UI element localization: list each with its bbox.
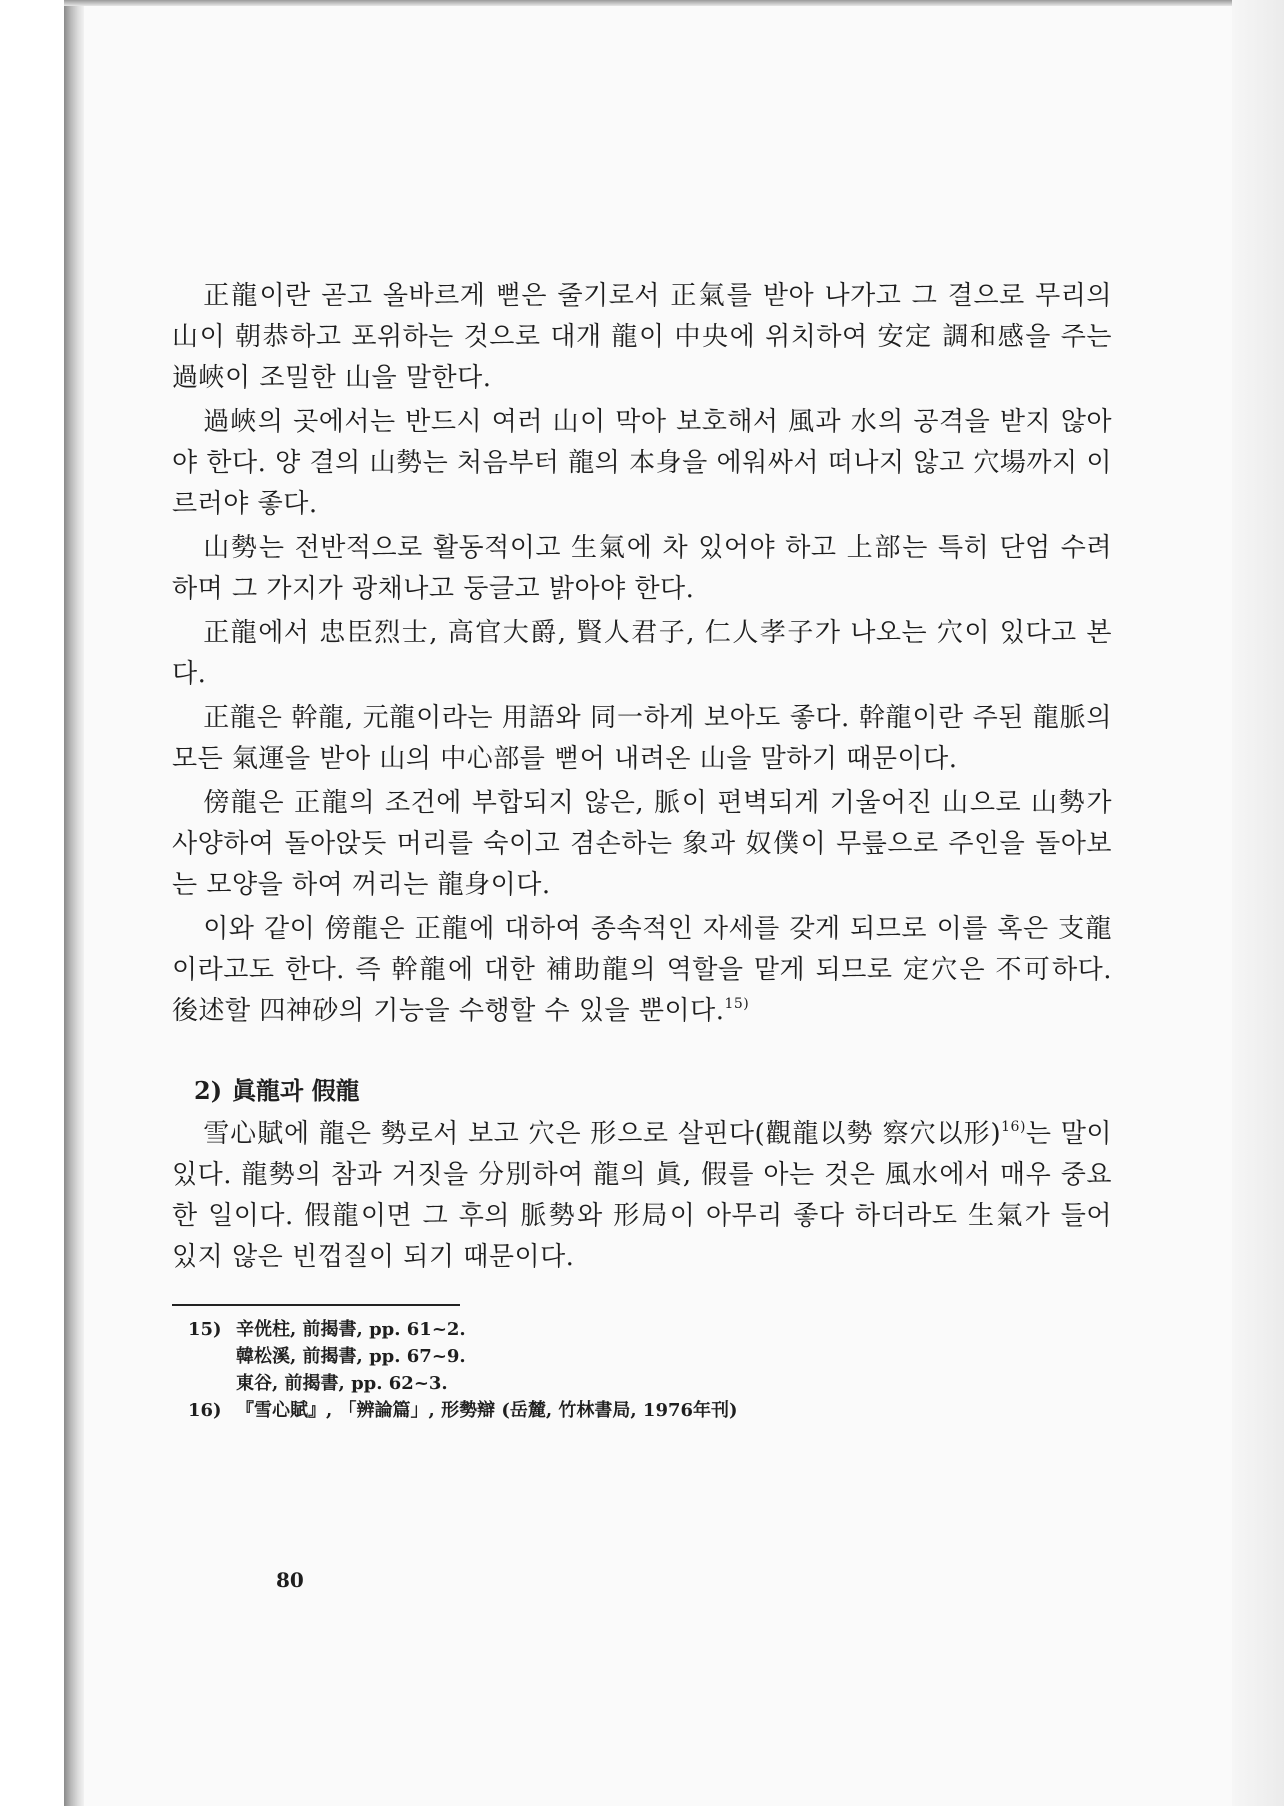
body-paragraph-8 bbox=[172, 1114, 1112, 1278]
body-paragraph-3: 山勢는 전반적으로 활동적이고 生氣에 차 있어야 하고 上部는 특히 단엄 수려하며 그 가지가 광채나고 둥글고 밝아야 한다. bbox=[172, 533, 1112, 604]
paragraph-8-text-after: 는 말이 있다. 龍勢의 참과 거짓을 分別하여 龍의 眞, 假를 아는 것은 風水에서 매우 중요한 일이다. 假龍이면 그 후의 脈勢와 形局이 아무리 좋다 하더라도 生氣가 들어 있지 않은 빈껍질이 되기 때문이다. bbox=[172, 1119, 1112, 1272]
footnote-divider bbox=[172, 1304, 460, 1306]
footnotes bbox=[172, 1316, 1112, 1424]
footnote-15-line-1: 辛侊柱, 前揭書, pp. 61~2. bbox=[236, 1319, 466, 1340]
footnote-16 bbox=[172, 1397, 1112, 1424]
page-number: 80 bbox=[276, 1568, 304, 1592]
footnote-ref-16: 16) bbox=[1001, 1119, 1026, 1135]
body-paragraph-4: 正龍에서 忠臣烈士, 高官大爵, 賢人君子, 仁人孝子가 나오는 穴이 있다고 본다. bbox=[172, 618, 1112, 689]
footnote-15-line-2: 韓松溪, 前揭書, pp. 67~9. bbox=[236, 1346, 466, 1367]
footnote-15-line-3: 東谷, 前揭書, pp. 62~3. bbox=[236, 1373, 448, 1394]
body-paragraph-6: 傍龍은 正龍의 조건에 부합되지 않은, 脈이 편벽되게 기울어진 山으로 山勢가 사양하여 돌아앉듯 머리를 숙이고 겸손하는 象과 奴僕이 무릎으로 주인을 돌아보는 모양을 하여 꺼리는 龍身이다. bbox=[172, 788, 1112, 900]
page-right-margin bbox=[1232, 0, 1284, 1806]
footnote-16-line-1: 『雪心賦』, 「辨論篇」, 形勢辯 (岳麓, 竹林書局, 1976年刊) bbox=[236, 1400, 738, 1421]
footnote-15-number: 15) bbox=[188, 1319, 222, 1340]
section-number: 2) bbox=[194, 1076, 223, 1105]
body-paragraph-5: 正龍은 幹龍, 元龍이라는 用語와 同一하게 보아도 좋다. 幹龍이란 주된 龍脈의 모든 氣運을 받아 山의 中心部를 뻗어 내려온 山을 말하기 때문이다. bbox=[172, 703, 1112, 774]
book-spine-edge bbox=[64, 0, 84, 1806]
paragraph-8-text-before: 雪心賦에 龍은 勢로서 보고 穴은 形으로 살핀다(觀龍以勢 察穴以形) bbox=[203, 1119, 1002, 1149]
page-body bbox=[172, 276, 1112, 1424]
body-paragraph-1: 正龍이란 곧고 올바르게 뻗은 줄기로서 正氣를 받아 나가고 그 결으로 무리의 山이 朝恭하고 포위하는 것으로 대개 龍이 中央에 위치하여 安定 調和感을 주는 過峽이 조밀한 山을 말한다. bbox=[172, 281, 1112, 393]
footnote-15 bbox=[172, 1316, 1112, 1343]
body-paragraph-2: 過峽의 곳에서는 반드시 여러 山이 막아 보호해서 風과 水의 공격을 받지 않아야 한다. 양 결의 山勢는 처음부터 龍의 本身을 에워싸서 떠나지 않고 穴場까지 이르러야 좋다. bbox=[172, 407, 1112, 519]
body-paragraph-7 bbox=[172, 909, 1112, 1032]
section-heading bbox=[194, 1072, 1112, 1110]
footnote-ref-15: 15) bbox=[724, 996, 750, 1012]
footnote-16-number: 16) bbox=[188, 1400, 222, 1421]
section-title: 眞龍과 假龍 bbox=[232, 1076, 360, 1105]
paragraph-7-text: 이와 같이 傍龍은 正龍에 대하여 종속적인 자세를 갖게 되므로 이를 혹은 支龍이라고도 한다. 즉 幹龍에 대한 補助龍의 역할을 맡게 되므로 定穴은 不可하다. 後述할 四神砂의 기능을 수행할 수 있을 뿐이다. bbox=[172, 914, 1112, 1026]
